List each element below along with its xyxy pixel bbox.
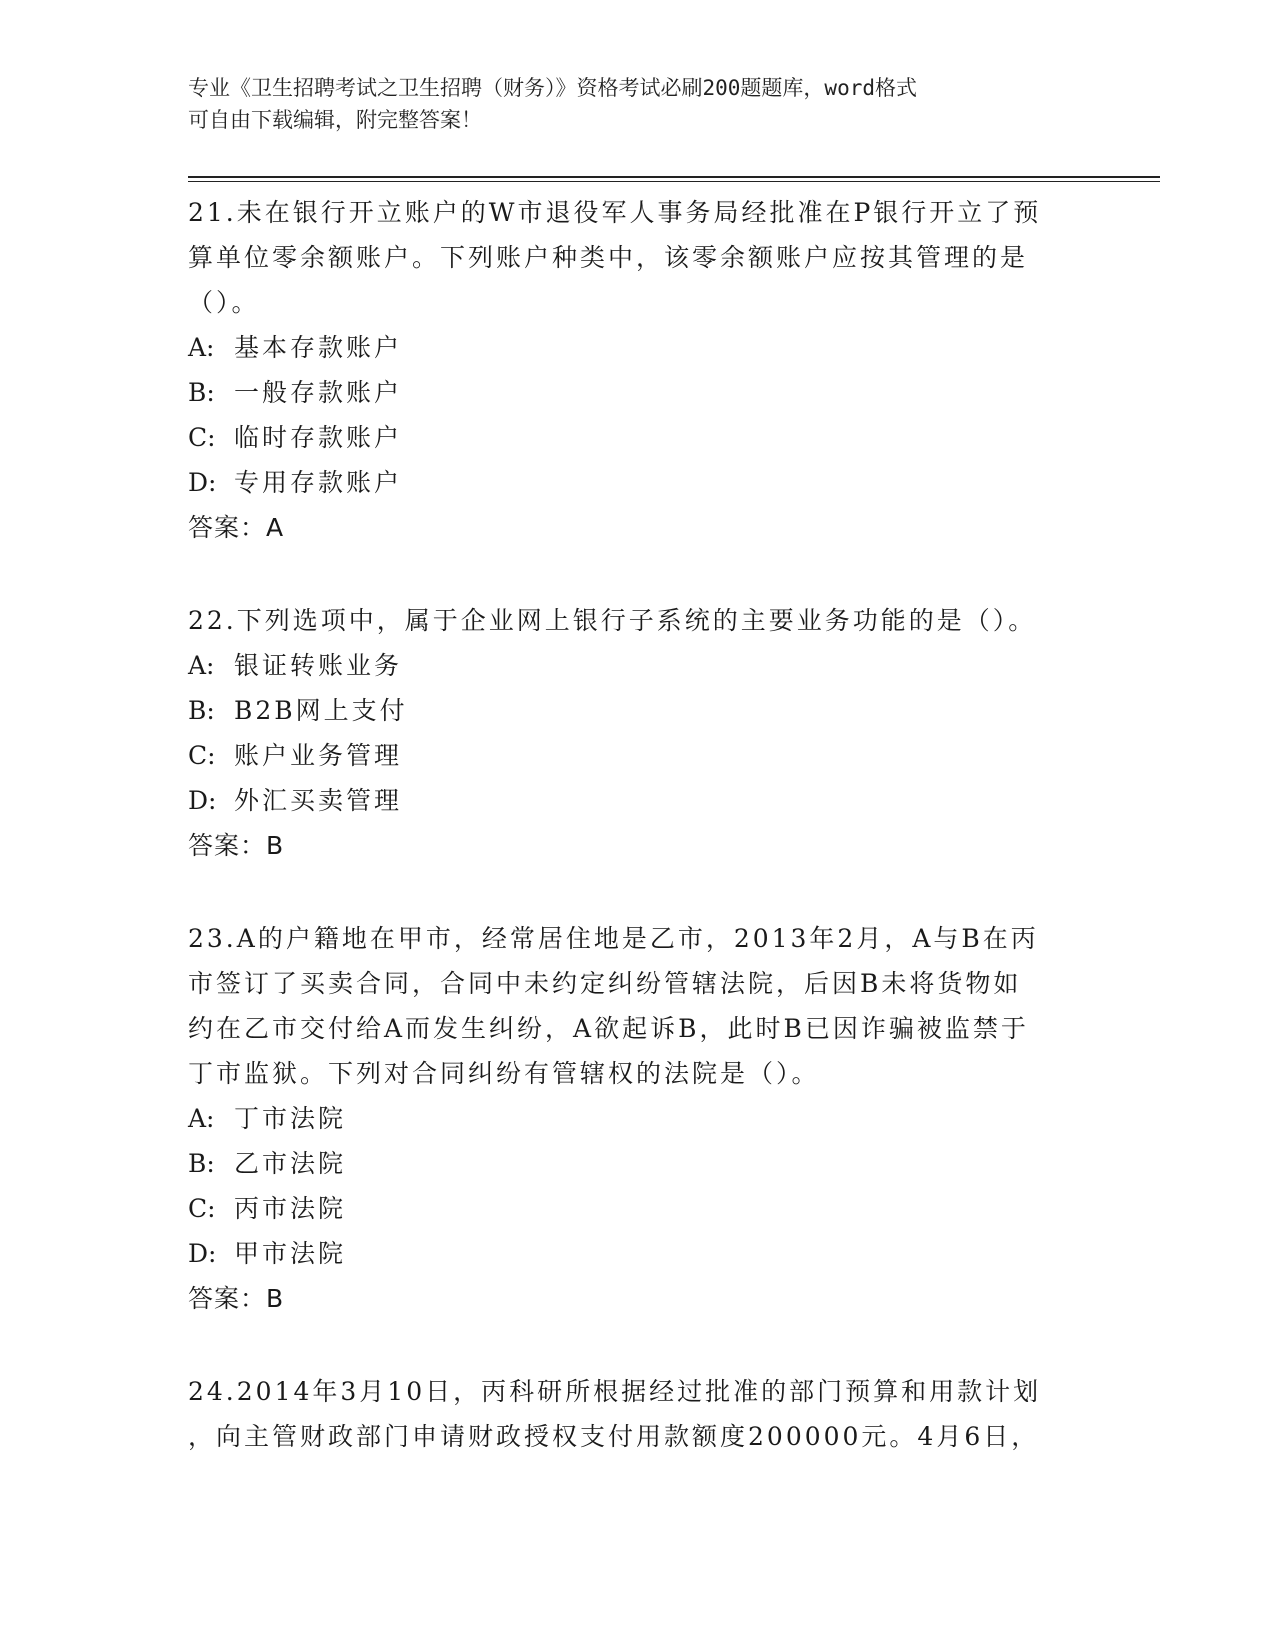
option-label: A: bbox=[188, 651, 215, 680]
option-text: B2B网上支付 bbox=[234, 696, 408, 725]
option-text: 外汇买卖管理 bbox=[234, 786, 403, 815]
option-label: C: bbox=[188, 741, 216, 770]
option-label: B: bbox=[188, 696, 215, 725]
option-d bbox=[188, 778, 1088, 823]
option-label: C: bbox=[188, 1194, 216, 1223]
option-c bbox=[188, 1186, 1088, 1231]
question-text bbox=[188, 598, 1088, 643]
question-22 bbox=[188, 598, 1088, 868]
question-text-line: 21.未在银行开立账户的W市退役军人事务局经批准在P银行开立了预 bbox=[188, 198, 1042, 227]
question-text-line: 丁市监狱。下列对合同纠纷有管辖权的法院是（）。 bbox=[188, 1059, 820, 1088]
option-d bbox=[188, 1231, 1088, 1276]
question-text bbox=[188, 1369, 1088, 1459]
question-text-line: 22.下列选项中，属于企业网上银行子系统的主要业务功能的是（）。 bbox=[188, 606, 1037, 635]
question-text bbox=[188, 916, 1088, 1096]
option-d bbox=[188, 460, 1088, 505]
option-a bbox=[188, 325, 1088, 370]
option-text: 丙市法院 bbox=[234, 1194, 347, 1223]
option-a bbox=[188, 1096, 1088, 1141]
option-label: C: bbox=[188, 423, 216, 452]
answer-line: 答案：B bbox=[188, 1284, 285, 1313]
option-text: 乙市法院 bbox=[234, 1149, 347, 1178]
header-line-2: 可自由下载编辑，附完整答案！ bbox=[188, 108, 482, 132]
option-text: 银证转账业务 bbox=[234, 651, 403, 680]
option-b bbox=[188, 688, 1088, 733]
option-label: D: bbox=[188, 1239, 217, 1268]
question-text-line: 约在乙市交付给A而发生纠纷，A欲起诉B，此时B已因诈骗被监禁于 bbox=[188, 1014, 1029, 1043]
question-text-line: （）。 bbox=[188, 288, 260, 317]
option-b bbox=[188, 1141, 1088, 1186]
question-list bbox=[188, 190, 1088, 1459]
question-text-line: ，向主管财政部门申请财政授权支付用款额度200000元。4月6日， bbox=[188, 1422, 1040, 1451]
question-text-line: 市签订了买卖合同，合同中未约定纠纷管辖法院，后因B未将货物如 bbox=[188, 969, 1022, 998]
option-label: B: bbox=[188, 1149, 215, 1178]
option-a bbox=[188, 643, 1088, 688]
answer-line: 答案：B bbox=[188, 831, 285, 860]
option-text: 账户业务管理 bbox=[234, 741, 403, 770]
question-24 bbox=[188, 1369, 1088, 1459]
option-c bbox=[188, 733, 1088, 778]
header-rule-thin bbox=[188, 181, 1160, 182]
option-text: 丁市法院 bbox=[234, 1104, 347, 1133]
option-text: 甲市法院 bbox=[234, 1239, 347, 1268]
option-text: 专用存款账户 bbox=[234, 468, 403, 497]
question-21 bbox=[188, 190, 1088, 550]
answer-line: 答案：A bbox=[188, 513, 285, 542]
question-text-line: 算单位零余额账户。下列账户种类中，该零余额账户应按其管理的是 bbox=[188, 243, 1029, 272]
question-23 bbox=[188, 916, 1088, 1321]
question-text-line: 24.2014年3月10日，丙科研所根据经过批准的部门预算和用款计划 bbox=[188, 1377, 1042, 1406]
question-text-line: 23.A的户籍地在甲市，经常居住地是乙市，2013年2月，A与B在丙 bbox=[188, 924, 1039, 953]
option-b bbox=[188, 370, 1088, 415]
option-label: B: bbox=[188, 378, 215, 407]
question-text bbox=[188, 190, 1088, 325]
option-label: A: bbox=[188, 333, 215, 362]
option-c bbox=[188, 415, 1088, 460]
option-label: D: bbox=[188, 468, 217, 497]
document-header bbox=[188, 72, 1068, 136]
header-line-1: 专业《卫生招聘考试之卫生招聘（财务）》资格考试必刷200题题库，word格式 bbox=[188, 76, 917, 100]
option-text: 一般存款账户 bbox=[234, 378, 403, 407]
option-text: 基本存款账户 bbox=[234, 333, 403, 362]
header-rule-thick bbox=[188, 176, 1160, 178]
option-label: D: bbox=[188, 786, 217, 815]
option-text: 临时存款账户 bbox=[234, 423, 403, 452]
option-label: A: bbox=[188, 1104, 215, 1133]
